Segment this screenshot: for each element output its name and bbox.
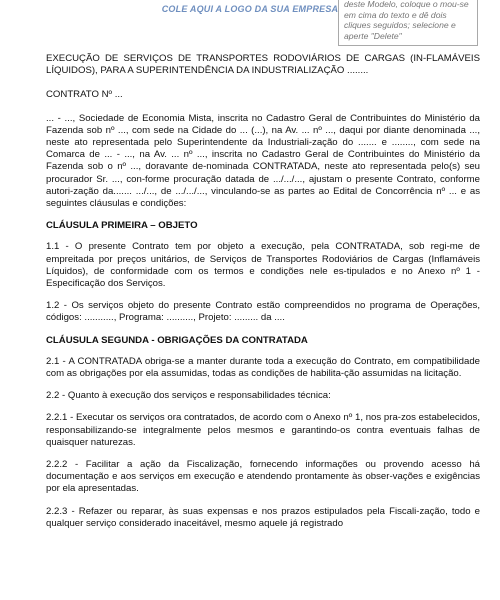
logo-placeholder: COLE AQUI A LOGO DA SUA EMPRESA [161, 4, 339, 14]
document-title: EXECUÇÃO DE SERVIÇOS DE TRANSPORTES RODOVIÁRIOS DE CARGAS (IN-FLAMÁVEIS LÍQUIDOS), PARA A SUPERINTENDÊNCIA DA INDUSTRIALIZAÇÃO ........ [46, 53, 480, 77]
preamble-paragraph: ... - ..., Sociedade de Economia Mista, inscrita no Cadastro Geral de Contribuintes do Ministério da Fazenda sob nº ..., com sede na Cidade do ... (...), na Av. ... nº ..., daqui por diante denominada ..., neste ato representada pelo Superintendente da Industriali-zação do ....... e ........, com sede na Comarca de ... - ..., na Av. ... nº ..., inscrita no Cadastro Geral de Contribuintes do Ministério da Fazenda sob o nº ..., doravante de-nominada CONTRATADA, neste ato representada pelo(s) seu procurador Sr. ..., con-forme procuração datada de .../.../..., ajustam o presente Contrato, conforme autori-zação da....... .../..., de .../.../..., vinculando-se as partes ao Edital de Concorrência nº ... e as seguintes cláusulas e condições: [46, 112, 480, 210]
clause2-heading: CLÁUSULA SEGUNDA - OBRIGAÇÕES DA CONTRATADA [46, 334, 308, 346]
contract-number: CONTRATO Nº ... [46, 89, 123, 101]
clause2-2-3-paragraph: 2.2.3 - Refazer ou reparar, às suas expensas e nos prazos estipulados pela Fiscali-zação, todo e qualquer serviço considerado inaceitável, mesmo aquele já registrado [46, 505, 480, 529]
instruction-note-box [338, 0, 478, 46]
clause1-1-paragraph: 1.1 - O presente Contrato tem por objeto a execução, pela CONTRATADA, sob regi-me de empreitada por preços unitários, de Serviços de Transportes Rodoviários de Cargas (Inflamáveis Líquidos), de conformidade com os termos e condições nele es-tipulados e no Anexo nº 1 - Especificação dos Serviços. [46, 241, 480, 290]
clause2-2-2-paragraph: 2.2.2 - Facilitar a ação da Fiscalização, fornecendo informações ou provendo acesso há documentação e aos serviços em execução e atendendo prontamente às obser-vações e exigências por ela apresentadas. [46, 459, 480, 495]
contract-document [46, 53, 480, 530]
clause2-2-1-paragraph: 2.2.1 - Executar os serviços ora contratados, de acordo com o Anexo nº 1, nos pra-zos estabelecidos, responsabilizando-se integralmente pelos mesmos e garantindo-os contra eventuais falhas de quaisquer naturezas. [46, 412, 480, 448]
clause1-heading: CLÁUSULA PRIMEIRA – OBJETO [46, 220, 198, 232]
clause2-1-paragraph: 2.1 - A CONTRATADA obriga-se a manter durante toda a execução do Contrato, em compatibilidade com as obrigações por ela assumidas, todas as condições de habilita-ção assumidas na licitação. [46, 355, 480, 380]
clause2-2-paragraph: 2.2 - Quanto à execução dos serviços e responsabilidades técnica: [46, 390, 331, 402]
instruction-note-text: deste Modelo, coloque o mou-se em cima do texto e dê dois cliques seguidos; selecione e aperte "Delete" [344, 0, 469, 41]
clause1-2-paragraph: 1.2 - Os serviços objeto do presente Contrato estão compreendidos no programa de Operações, códigos: ..........., Programa: .........., Projeto: ......... da .... [46, 300, 480, 324]
